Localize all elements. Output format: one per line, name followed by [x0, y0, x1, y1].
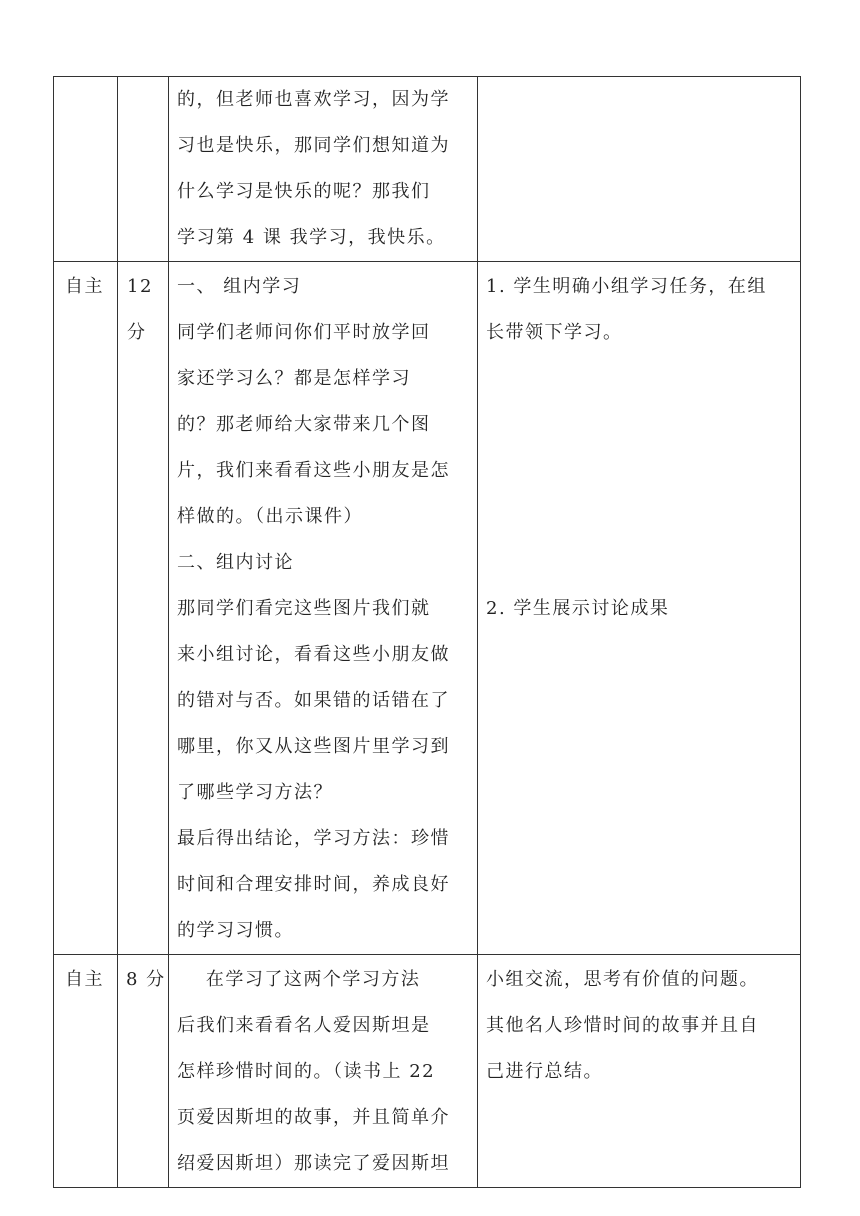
teacher-activity-cell [169, 955, 478, 1188]
blank-line [486, 448, 800, 494]
student-activity-cell [478, 262, 801, 955]
segment-cell [54, 262, 118, 955]
segment-label: 自主 [65, 276, 104, 297]
text-line: 1. 学生明确小组学习任务，在组 [486, 276, 767, 297]
text-line: 绍爱因斯坦）那读完了爱因斯坦 [177, 1153, 450, 1174]
blank-line [486, 540, 800, 586]
teacher-activity-cell [169, 262, 478, 955]
time-cell [118, 77, 169, 262]
time-label: 分 [127, 322, 147, 343]
text-line: 后我们来看看名人爱因斯坦是 [177, 1015, 431, 1036]
time-label: 8 分 [126, 969, 166, 990]
text-line: 其他名人珍惜时间的故事并且自 [486, 1015, 759, 1036]
text-line: 样做的。（出示课件） [177, 506, 363, 527]
student-activity-cell [478, 955, 801, 1188]
table-row [54, 77, 801, 262]
text-line: 哪里，你又从这些图片里学习到 [177, 736, 450, 757]
teacher-activity-cell [169, 77, 478, 262]
text-line: 的，但老师也喜欢学习，因为学 [177, 89, 450, 110]
text-line: 二、组内讨论 [177, 552, 294, 573]
segment-cell [54, 955, 118, 1188]
table-row [54, 955, 801, 1188]
text-line: 在学习了这两个学习方法 [177, 969, 421, 990]
blank-line [486, 494, 800, 540]
text-line: 同学们老师问你们平时放学回 [177, 322, 431, 343]
blank-line [486, 402, 800, 448]
text-line: 页爱因斯坦的故事，并且简单介 [177, 1107, 450, 1128]
time-cell [118, 955, 169, 1188]
text-line: 一、 组内学习 [177, 276, 302, 297]
text-line: 来小组讨论，看看这些小朋友做 [177, 644, 450, 665]
text-line: 最后得出结论，学习方法：珍惜 [177, 828, 450, 849]
lesson-plan-table [53, 76, 801, 1188]
table-row [54, 262, 801, 955]
text-line: 小组交流，思考有价值的问题。 [486, 969, 759, 990]
segment-label: 自主 [65, 969, 104, 990]
text-line: 习也是快乐，那同学们想知道为 [177, 135, 450, 156]
text-line: 学习第 4 课 我学习，我快乐。 [177, 227, 446, 248]
text-line: 家还学习么？都是怎样学习 [177, 368, 411, 389]
blank-line [486, 356, 800, 402]
text-line: 那同学们看完这些图片我们就 [177, 598, 431, 619]
text-line: 时间和合理安排时间，养成良好 [177, 874, 450, 895]
text-line: 的学习习惯。 [177, 920, 294, 941]
text-line: 己进行总结。 [486, 1061, 603, 1082]
time-label: 12 [127, 276, 153, 297]
time-cell [118, 262, 169, 955]
text-line: 2. 学生展示讨论成果 [486, 598, 670, 619]
text-line: 的错对与否。如果错的话错在了 [177, 690, 450, 711]
text-line: 什么学习是快乐的呢？那我们 [177, 181, 431, 202]
student-activity-cell [478, 77, 801, 262]
text-line: 了哪些学习方法？ [177, 782, 333, 803]
text-line: 片，我们来看看这些小朋友是怎 [177, 460, 450, 481]
text-line: 的？那老师给大家带来几个图 [177, 414, 431, 435]
text-line: 长带领下学习。 [486, 322, 623, 343]
segment-cell [54, 77, 118, 262]
text-line: 怎样珍惜时间的。（读书上 22 [177, 1061, 436, 1082]
